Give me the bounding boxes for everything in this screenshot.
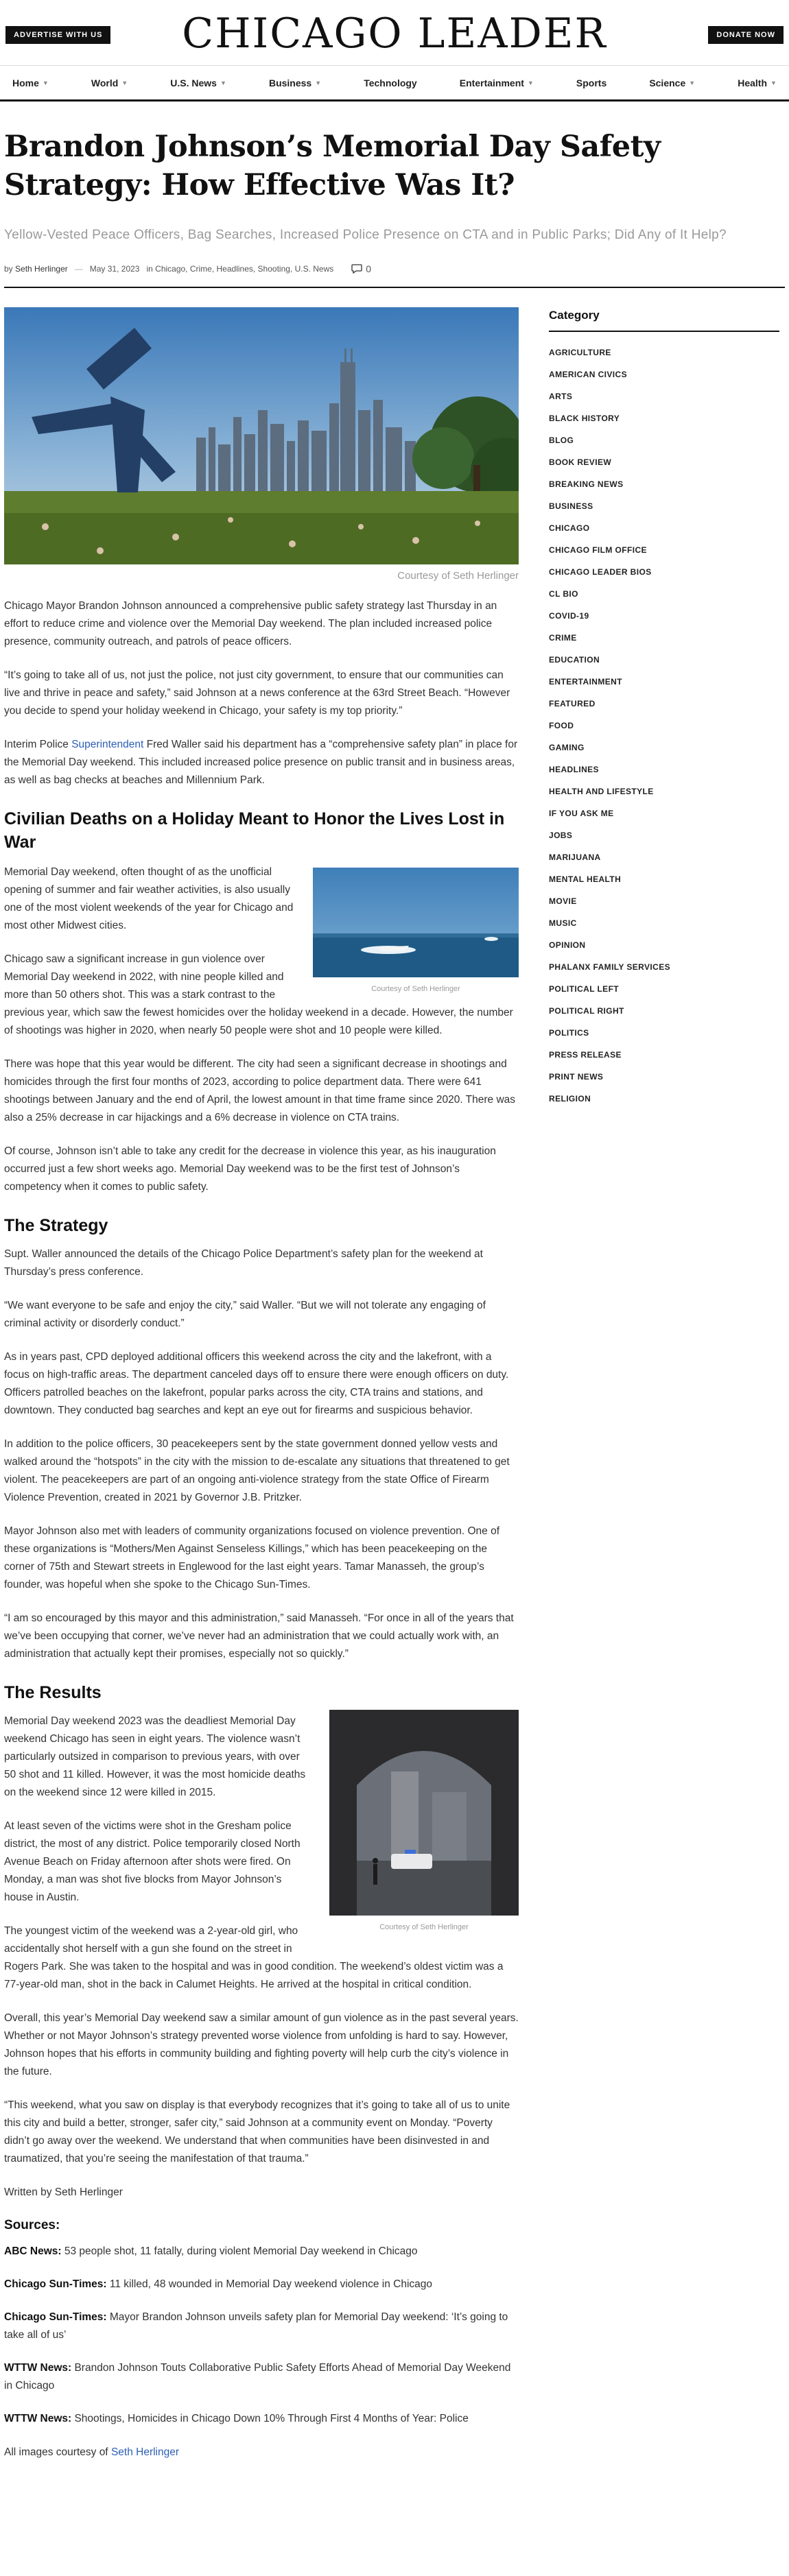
paragraph: Chicago Mayor Brandon Johnson announced a comprehensive public safety strategy last Thursday in an effort to reduce crime and violence over the Memorial Day weekend. The plan included increased police presence, community outreach, and patrols of peace officers. <box>4 600 497 647</box>
nav-item-world[interactable] <box>91 77 128 88</box>
category-link[interactable]: ENTERTAINMENT <box>549 677 622 687</box>
source-item[interactable] <box>4 2276 519 2293</box>
credit-text: All images courtesy of <box>4 2446 111 2458</box>
paragraph: Overall, this year’s Memorial Day weekend saw a similar amount of gun violence as in the past several years. Whether or not Mayor Johnson’s strategy prevented worse violence from unfolding is hard to say. However, Johnson hopes that his efforts in community building and fighting poverty will help curb the city’s violence in the future. <box>4 2012 519 2077</box>
category-links[interactable]: Chicago, Crime, Headlines, Shooting, U.S. News <box>155 264 334 274</box>
chevron-down-icon: ▼ <box>689 79 696 86</box>
comment-icon <box>351 264 362 274</box>
category-link[interactable]: GAMING <box>549 743 585 752</box>
category-link[interactable]: BUSINESS <box>549 501 593 511</box>
meta-categories <box>146 264 333 274</box>
chevron-down-icon: ▼ <box>121 79 128 86</box>
comments-link[interactable] <box>351 263 371 274</box>
paragraph: There was hope that this year would be different. The city had seen a significant decrease in shootings and homicides through the first four months of 2023, according to police department data. There were 641 shootings between January and the end of April, the lowest amount in that time frame since 2020. There was also a 25% decrease in car hijackings and a 6% decrease in violence on CTA trains. <box>4 1058 516 1123</box>
paragraph: The youngest victim of the weekend was a 2-year-old girl, who accidentally shot herself with a gun she found on the street in Rogers Park. She was taken to the hospital and was in good condition. The weekend’s oldest victim was a 77-year-old man, shot in the back in Calumet Heights. He arrived at the hospital in critical condition. <box>4 1925 504 1990</box>
paragraph-text: Interim Police <box>4 739 72 750</box>
nav-item-business[interactable] <box>269 77 321 88</box>
paragraph: At least seven of the victims were shot in the Gresham police district, the most of any district. Police temporarily closed North Avenue Beach on Friday afternoon after shots were fired. On Monday, a man was shot five blocks from Mayor Johnson’s house in Austin. <box>4 1820 301 1903</box>
source-text: 11 killed, 48 wounded in Memorial Day weekend violence in Chicago <box>106 2278 433 2290</box>
category-link[interactable]: BOOK REVIEW <box>549 457 612 467</box>
section-heading-strategy: The Strategy <box>4 1216 108 1235</box>
article-body <box>4 307 519 2461</box>
category-link[interactable]: CRIME <box>549 633 577 643</box>
chevron-down-icon: ▼ <box>42 79 49 86</box>
figure-caption: Courtesy of Seth Herlinger <box>371 985 460 993</box>
main-nav <box>0 66 789 102</box>
category-link[interactable]: AGRICULTURE <box>549 348 611 357</box>
paragraph: “We want everyone to be safe and enjoy the city,” said Waller. “But we will not tolerate any engaging of criminal activity or disorderly conduct.” <box>4 1300 486 1329</box>
category-link[interactable]: MOVIE <box>549 896 577 906</box>
paragraph: “I am so encouraged by this mayor and this administration,” said Manasseh. “For once in all of the years that we’ve been occupying that corner, we’ve never had an administration that we could actually work with, an administration that actually kept their promises, especially not so quickly.” <box>4 1612 514 1660</box>
paragraph: Mayor Johnson also met with leaders of community organizations focused on violence prevention. One of these organizations is “Mothers/Men Against Senseless Killings,” which has been peacekeeping on the corner of 75th and Stewart streets in Englewood for the last eight years. Tamar Manasseh, the group’s founder, was hopeful when she spoke to the Chicago Sun-Times. <box>4 1525 499 1590</box>
chevron-down-icon: ▼ <box>315 79 322 86</box>
nav-label: Health <box>738 77 768 88</box>
hero-image <box>4 307 519 564</box>
meta-in-word: in <box>146 264 153 274</box>
category-link[interactable]: BREAKING NEWS <box>549 479 624 489</box>
source-text: Mayor Brandon Johnson unveils safety plan for Memorial Day weekend: ‘It’s going to take all of us’ <box>4 2311 508 2341</box>
chevron-down-icon: ▼ <box>527 79 534 86</box>
nav-item-entertainment[interactable] <box>460 77 534 88</box>
figure-caption: Courtesy of Seth Herlinger <box>379 1923 469 1931</box>
category-link[interactable]: CHICAGO <box>549 523 590 533</box>
comment-count: 0 <box>366 263 372 274</box>
paragraph-text: Fred Waller said his department has a “comprehensive safety plan” in place for the Memorial Day weekend. This included increased police presence on public transit and in business areas, as well as bag checks at beaches and Millennium Park. <box>4 739 518 786</box>
category-link[interactable]: PRESS RELEASE <box>549 1050 622 1060</box>
hero-photo-illustration <box>4 307 519 564</box>
chevron-down-icon: ▼ <box>770 79 777 86</box>
paragraph: As in years past, CPD deployed additional officers this weekend across the city and the lakefront, with a focus on high-traffic areas. The department canceled days off to ensure there were enough officers on duty. Officers patrolled beaches on the lakefront, popular parks across the city, CTA trains and stations, and downtown. They conducted bag searches and kept an eye out for firearms and suspicious behavior. <box>4 1351 509 1416</box>
meta-separator: — <box>74 264 83 274</box>
meta-by-word: by <box>4 264 13 274</box>
category-link[interactable]: PHALANX FAMILY SERVICES <box>549 962 671 972</box>
source-name: ABC News: <box>4 2245 62 2257</box>
source-name: WTTW News: <box>4 2413 72 2424</box>
category-link[interactable]: POLITICAL LEFT <box>549 984 620 994</box>
nav-label: Home <box>12 77 39 88</box>
source-item[interactable] <box>4 2359 519 2395</box>
donate-button[interactable]: DONATE NOW <box>708 26 784 44</box>
source-item[interactable] <box>4 2309 519 2344</box>
category-link[interactable]: AMERICAN CIVICS <box>549 370 628 379</box>
site-logo[interactable]: CHICAGO LEADER <box>182 10 607 58</box>
figure-boat <box>313 868 519 993</box>
site-header <box>0 0 789 66</box>
category-list <box>549 342 779 1110</box>
nav-label: U.S. News <box>170 77 217 88</box>
category-link[interactable]: FOOD <box>549 721 574 730</box>
nav-label: Entertainment <box>459 77 524 88</box>
sidebar <box>549 307 779 2461</box>
category-link[interactable]: BLACK HISTORY <box>549 414 620 423</box>
nav-item-us-news[interactable] <box>170 77 226 88</box>
nav-item-home[interactable] <box>12 77 49 88</box>
paragraph: “It’s going to take all of us, not just the police, not just city government, to ensure that our communities can live and thrive in peace and safety,” said Johnson at a news conference at the 63rd Street Beach. “However you decide to spend your holiday weekend in Chicago, your safety is my top priority.” <box>4 669 510 717</box>
nav-item-health[interactable] <box>738 77 777 88</box>
nav-item-sports[interactable] <box>576 77 607 88</box>
category-link[interactable]: HEALTH AND LIFESTYLE <box>549 787 654 796</box>
paragraph: Of course, Johnson isn’t able to take any credit for the decrease in violence this year, as his inauguration occurred just a few short weeks ago. Memorial Day weekend was to be the first test of Johnson’s competency when it comes to public safety. <box>4 1145 496 1193</box>
paragraph: Memorial Day weekend, often thought of as the unofficial opening of summer and fair weather activities, is also usually one of the most violent weekends of the year for Chicago and most other Midwest cities. <box>4 866 294 931</box>
category-link[interactable]: CL BIO <box>549 589 578 599</box>
source-name: Chicago Sun-Times: <box>4 2278 107 2290</box>
paragraph <box>4 736 519 789</box>
category-link[interactable]: HEADLINES <box>549 765 599 774</box>
category-link[interactable]: POLITICAL RIGHT <box>549 1006 624 1016</box>
source-name: Chicago Sun-Times: <box>4 2311 107 2323</box>
nav-label: Science <box>649 77 686 88</box>
category-link[interactable]: IF YOU ASK ME <box>549 809 614 818</box>
paragraph: Memorial Day weekend 2023 was the deadliest Memorial Day weekend Chicago has seen in eight years. The violence wasn’t particularly outsized in comparison to previous years, with over 50 shot and 11 killed. However, it was the most homicide deaths on the weekend since 12 were killed in 2015. <box>4 1715 306 1798</box>
source-item[interactable] <box>4 2410 519 2428</box>
article-meta <box>4 262 784 276</box>
category-link[interactable]: COVID-19 <box>549 611 589 621</box>
source-text: Brandon Johnson Touts Collaborative Public Safety Efforts Ahead of Memorial Day Weekend in Chicago <box>4 2362 511 2392</box>
category-link[interactable]: CHICAGO FILM OFFICE <box>549 545 647 555</box>
category-link[interactable]: POLITICS <box>549 1028 589 1038</box>
source-item[interactable] <box>4 2243 519 2261</box>
paragraph: In addition to the police officers, 30 peacekeepers sent by the state government donned yellow vests and walked around the “hotspots” in the city with the mission to de-escalate any situations that threatened to get violent. The peacekeepers are part of an ongoing anti-violence strategy from the state Office of Firearm Violence Prevention, created in 2021 by Governor J.B. Pritzker. <box>4 1438 510 1503</box>
nav-label: Business <box>268 77 312 88</box>
article-headline: Brandon Johnson’s Memorial Day Safety Strategy: How Effective Was It? <box>4 130 661 202</box>
category-link[interactable]: OPINION <box>549 940 586 950</box>
section-heading-results: The Results <box>4 1683 102 1702</box>
superintendent-link[interactable]: Superintendent <box>71 739 144 750</box>
hero-caption: Courtesy of Seth Herlinger <box>397 570 519 582</box>
figure-archway <box>329 1710 519 1931</box>
section-heading-civilian-deaths: Civilian Deaths on a Holiday Meant to Honor the Lives Lost in War <box>4 809 505 852</box>
nav-label: Technology <box>364 77 417 88</box>
advertise-button[interactable]: ADVERTISE WITH US <box>5 26 110 44</box>
category-link[interactable]: ARTS <box>549 392 573 401</box>
images-credit <box>4 2444 519 2461</box>
nav-item-technology[interactable] <box>364 77 417 88</box>
archway-photo-illustration <box>329 1710 519 1916</box>
byline-footer: Written by Seth Herlinger <box>4 2186 123 2198</box>
category-link[interactable]: RELIGION <box>549 1094 591 1104</box>
source-name: WTTW News: <box>4 2362 72 2374</box>
page-bottom-spacer <box>0 2461 789 2482</box>
source-text: 53 people shot, 11 fatally, during violent Memorial Day weekend in Chicago <box>61 2245 418 2257</box>
nav-item-science[interactable] <box>649 77 695 88</box>
category-link[interactable]: PRINT NEWS <box>549 1072 604 1082</box>
article-date: May 31, 2023 <box>89 264 140 274</box>
paragraph: “This weekend, what you saw on display is that everybody recognizes that it’s going to take all of us to unite this city and build a better, stronger, safer city,” said Johnson at a community event on Monday. “Poverty didn’t go away over the weekend. We understand that when communities have been disinvested in and traumatized, that you’re seeing the manifestation of that trauma.” <box>4 2099 510 2164</box>
boat-photo-illustration <box>313 868 519 977</box>
photographer-link[interactable]: Seth Herlinger <box>110 2446 180 2458</box>
sidebar-title: Category <box>549 309 779 332</box>
meta-by <box>4 264 68 274</box>
category-link[interactable]: JOBS <box>549 831 573 840</box>
category-link[interactable]: BLOG <box>549 436 574 445</box>
category-link[interactable]: EDUCATION <box>549 655 600 665</box>
author-link[interactable]: Seth Herlinger <box>15 264 68 274</box>
article-subhead: Yellow-Vested Peace Officers, Bag Searches, Increased Police Presence on CTA and in Public Parks; Did Any of It Help? <box>4 228 727 242</box>
chevron-down-icon: ▼ <box>220 79 226 86</box>
source-text: Shootings, Homicides in Chicago Down 10% Through First 4 Months of Year: Police <box>71 2413 469 2424</box>
category-link[interactable]: MENTAL HEALTH <box>549 874 622 884</box>
sources-title: Sources: <box>4 2218 60 2232</box>
nav-label: Sports <box>576 77 607 88</box>
category-link[interactable]: FEATURED <box>549 699 596 708</box>
category-link[interactable]: CHICAGO LEADER BIOS <box>549 567 652 577</box>
paragraph: Supt. Waller announced the details of the Chicago Police Department’s safety plan for the weekend at Thursday’s press conference. <box>4 1248 483 1278</box>
category-link[interactable]: MUSIC <box>549 918 577 928</box>
paragraph: Chicago saw a significant increase in gun violence over Memorial Day weekend in 2022, with nine people killed and more than 50 others shot. This was a stark contrast to the previous year, which saw the fewest homicides over the holiday weekend in a decade. However, the number of shootings was higher in 2020, when nearly 50 people were shot and 10 people were killed. <box>4 953 513 1036</box>
category-link[interactable]: MARIJUANA <box>549 852 601 862</box>
article-header <box>0 102 789 276</box>
nav-label: World <box>91 77 119 88</box>
